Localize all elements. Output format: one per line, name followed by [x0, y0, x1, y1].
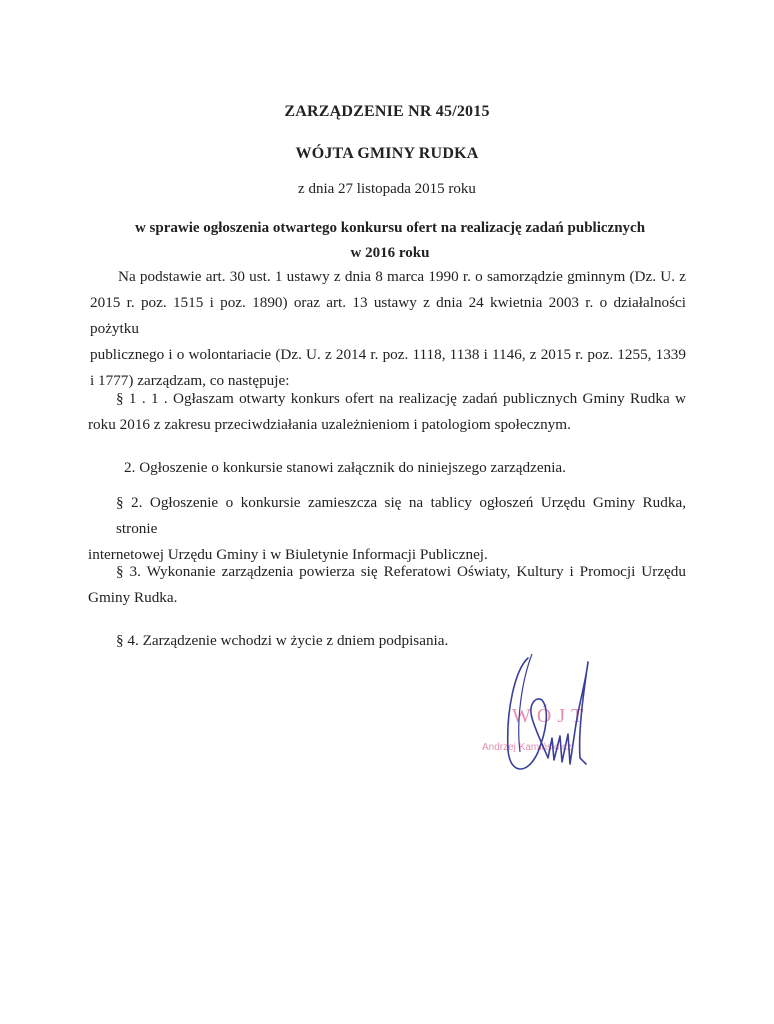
stamp-title: WÓJT: [512, 705, 590, 727]
document-issuer: WÓJTA GMINY RUDKA: [295, 145, 479, 162]
preamble-line: Na podstawie art. 30 ust. 1 ustawy z dnia 8 marca 1990 r. o samorządzie gminnym (Dz. U. z: [118, 268, 686, 285]
subject-line: w sprawie ogłoszenia otwartego konkursu ofert na realizację zadań publicznych: [134, 220, 646, 236]
paragraph-line: roku 2016 z zakresu przeciwdziałania uzależnieniom i patologiom społecznym.: [88, 416, 571, 433]
paragraph-line: internetowej Urzędu Gminy i w Biuletynie Informacji Publicznej.: [88, 546, 488, 563]
preamble-line: publicznego i o wolontariacie (Dz. U. z 2014 r. poz. 1118, 1138 i 1146, z 2015 r. poz. 1255, 1339: [90, 346, 686, 363]
signature-stamp-block: [470, 640, 640, 790]
paragraph-3: [88, 559, 686, 611]
paragraph-1-1: [88, 386, 686, 438]
document-subject: [90, 216, 690, 266]
stamp-name: Andrzej Kamiński cz: [482, 742, 573, 753]
document-date: z dnia 27 listopada 2015 roku: [298, 181, 476, 197]
signature-image: [470, 640, 640, 790]
paragraph-line: § 1 . 1 . Ogłaszam otwarty konkurs ofert na realizację zadań publicznych Gminy Rudka w: [116, 390, 686, 407]
paragraph-4: § 4. Zarządzenie wchodzi w życie z dniem podpisania.: [116, 632, 449, 649]
paragraph-line: Gminy Rudka.: [88, 589, 178, 606]
subject-line: w 2016 roku: [350, 245, 430, 261]
paragraph-2: [88, 490, 686, 568]
paragraph-1-2: 2. Ogłoszenie o konkursie stanowi załącznik do niniejszego zarządzenia.: [124, 459, 566, 476]
preamble: [90, 264, 686, 394]
document-title: ZARZĄDZENIE NR 45/2015: [284, 103, 490, 120]
preamble-line: i 1777) zarządzam, co następuje:: [90, 372, 290, 389]
paragraph-line: § 2. Ogłoszenie o konkursie zamieszcza się na tablicy ogłoszeń Urzędu Gminy Rudka, stronie: [116, 494, 686, 537]
preamble-line: 2015 r. poz. 1515 i poz. 1890) oraz art. 13 ustawy z dnia 24 kwietnia 2003 r. o działalności pożytku: [90, 294, 686, 337]
paragraph-line: § 3. Wykonanie zarządzenia powierza się Referatowi Oświaty, Kultury i Promocji Urzędu: [116, 563, 686, 580]
